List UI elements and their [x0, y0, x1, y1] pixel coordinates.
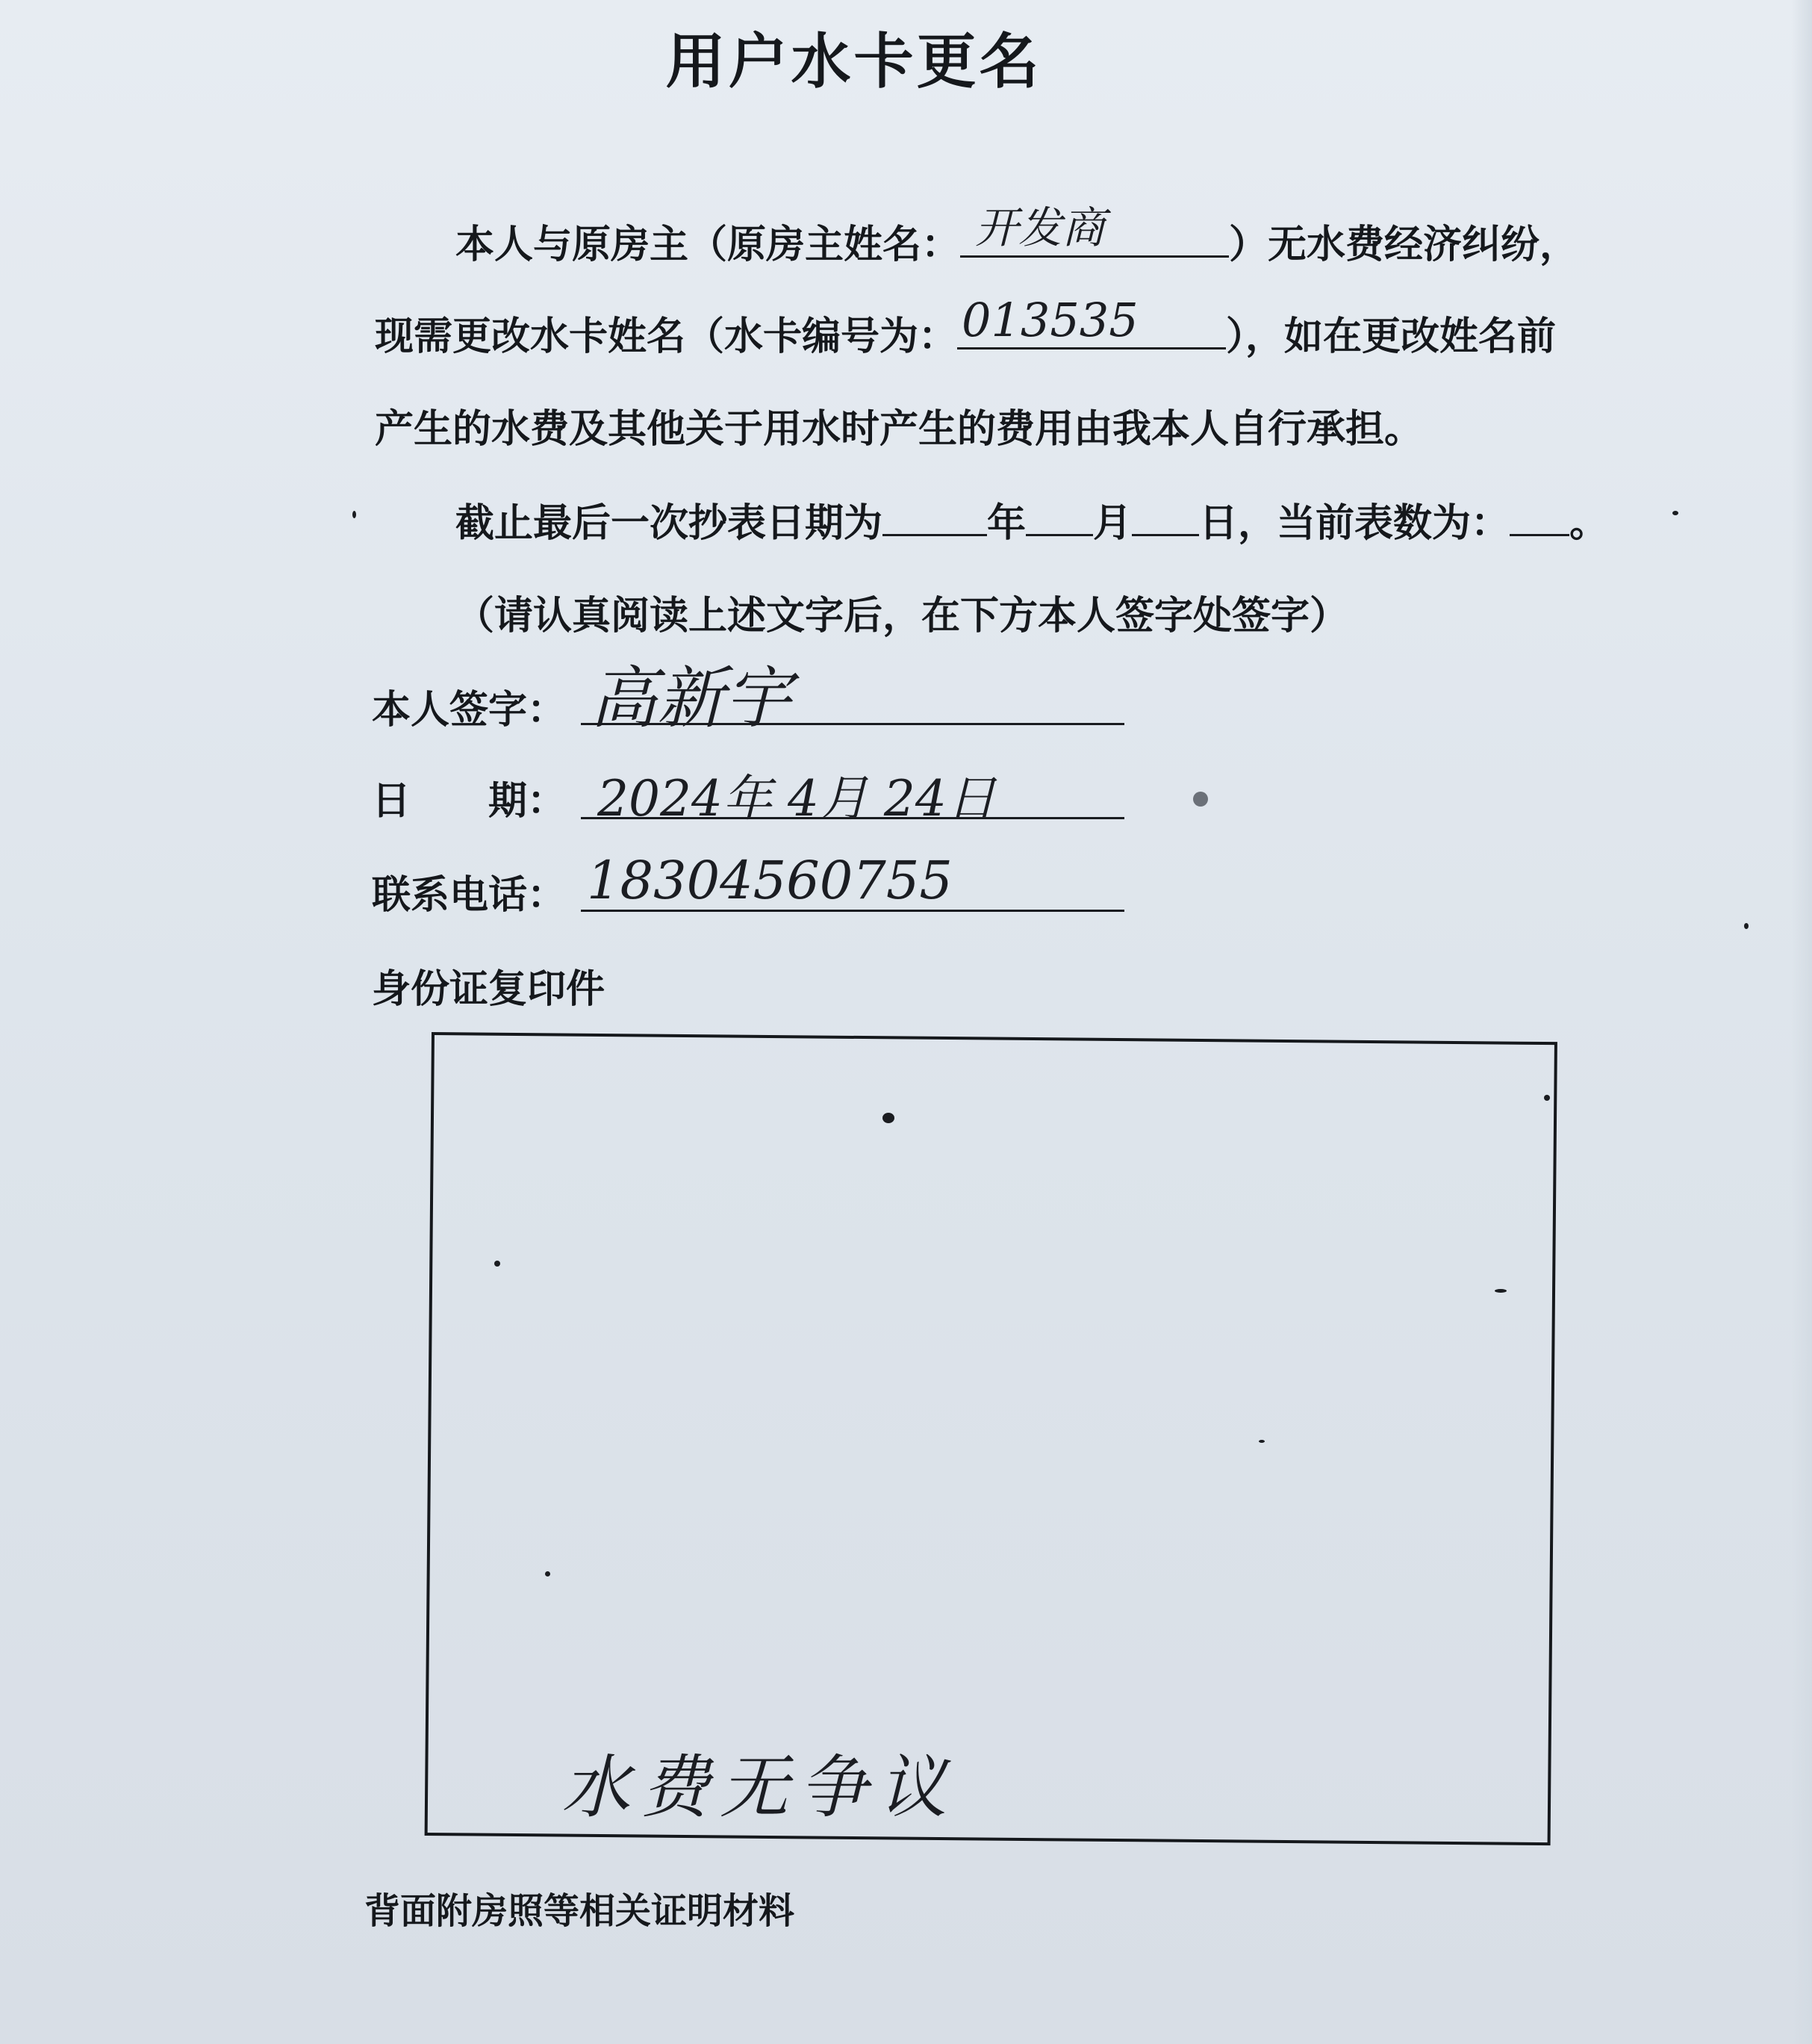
scan-speck — [352, 511, 356, 518]
scan-speck — [1259, 1440, 1265, 1443]
signing-instruction: （请认真阅读上述文字后，在下方本人签字处签字） — [455, 594, 1349, 639]
scan-speck — [882, 1113, 894, 1123]
statement-line-1-start: 本人与原房主（原房主姓名： — [455, 223, 961, 267]
reading-day-label: 日，当前表数为： — [1199, 501, 1510, 546]
scan-speck — [1495, 1289, 1507, 1293]
card-number: 013535 — [962, 293, 1139, 347]
original-owner-blank — [960, 202, 1229, 258]
statement-line-3 — [375, 397, 1423, 453]
statement-line-1-end: ）无水费经济纠纷， — [1229, 223, 1579, 267]
meter-reading-line — [455, 491, 1608, 547]
date-label: 日 期： — [372, 779, 567, 824]
box-note: 水费无争议 — [561, 1748, 958, 1827]
reading-day-blank — [1132, 501, 1199, 536]
footer-note: 背面附房照等相关证明材料 — [364, 1890, 795, 1932]
statement-line-1 — [455, 202, 1579, 269]
statement-line-2 — [375, 293, 1557, 361]
scan-speck — [494, 1261, 500, 1267]
meter-reading-prefix: 截止最后一次抄表日期为 — [455, 501, 883, 546]
scan-speck — [1544, 1095, 1550, 1101]
scan-speck — [545, 1571, 550, 1577]
statement-line-3-text: 产生的水费及其他关于用水时产生的费用由我本人自行承担。 — [375, 407, 1424, 452]
meter-value-blank — [1510, 501, 1569, 536]
date-value: 2024年 4月 24日 — [597, 770, 996, 827]
signature-value: 高新宇 — [590, 659, 791, 738]
reading-year-blank — [882, 501, 987, 536]
scan-speck — [1193, 792, 1208, 807]
phone-label: 联系电话： — [372, 873, 567, 918]
statement-line-2-end: ），如在更改姓名前 — [1226, 314, 1557, 359]
scan-speck — [1672, 511, 1678, 515]
reading-year-label: 年 — [987, 501, 1027, 546]
scan-speck — [1744, 923, 1749, 929]
phone-value: 18304560755 — [587, 850, 953, 911]
original-owner-name: 开发商 — [975, 202, 1106, 253]
card-number-blank — [957, 293, 1226, 350]
id-copy-label: 身份证复印件 — [372, 967, 605, 1012]
statement-line-2-start: 现需更改水卡姓名（水卡编号为： — [375, 314, 958, 359]
reading-month-blank — [1026, 501, 1093, 536]
reading-month-label: 月 — [1093, 501, 1133, 546]
signature-label: 本人签字： — [372, 688, 567, 733]
paper-edge — [1791, 0, 1812, 2044]
form-title: 用户水卡更名 — [665, 27, 1042, 96]
id-copy-box — [425, 1032, 1557, 1845]
reading-end: 。 — [1569, 501, 1609, 546]
